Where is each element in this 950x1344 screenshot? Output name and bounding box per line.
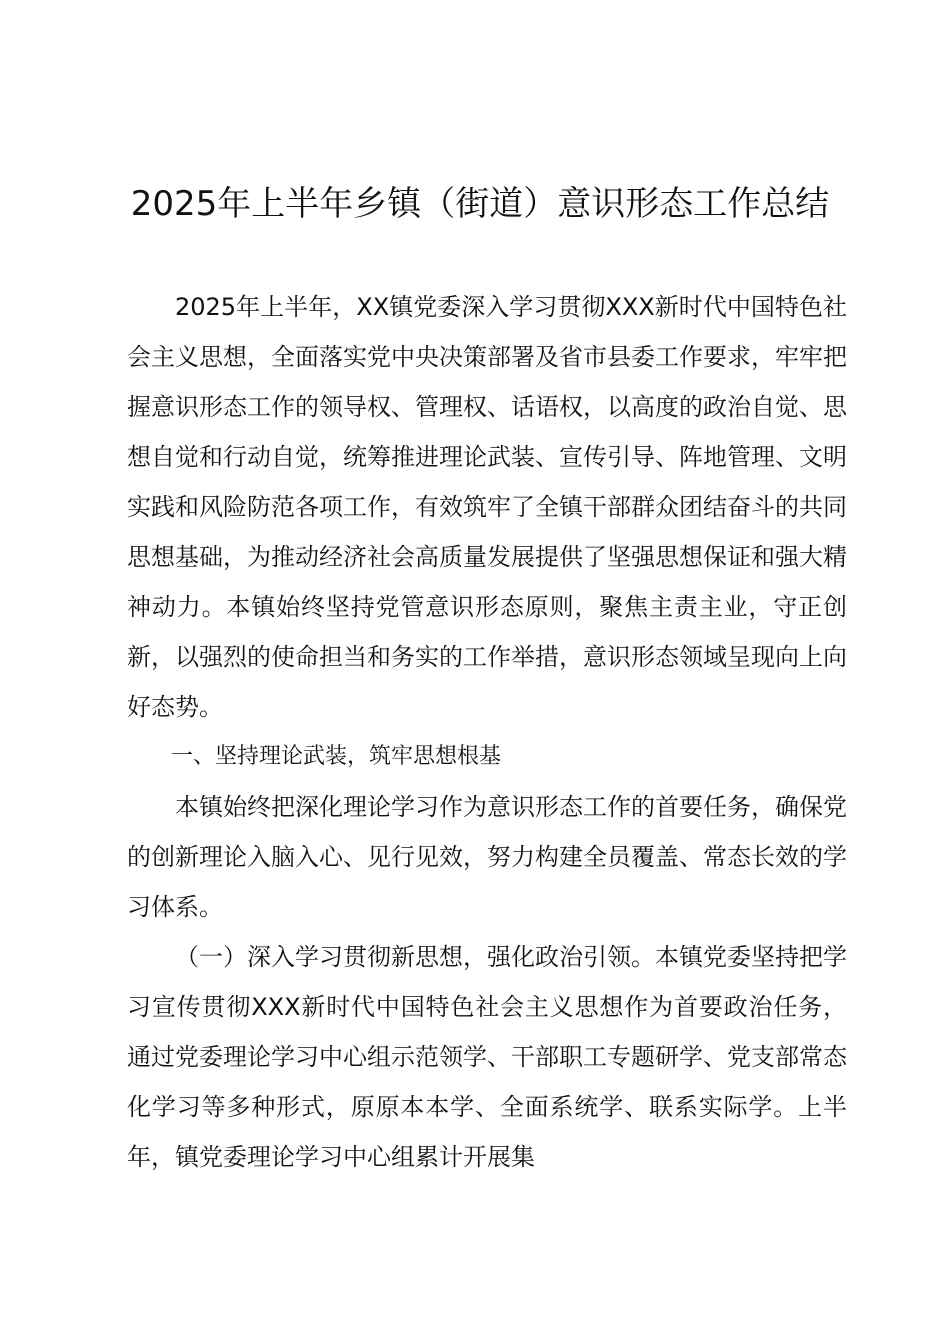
document-title: 2025年上半年乡镇（街道）意识形态工作总结	[130, 184, 830, 224]
intro-paragraph: 2025年上半年，XX镇党委深入学习贯彻XXX新时代中国特色社会主义思想，全面落实党中央决策部署及省市县委工作要求，牢牢把握意识形态工作的领导权、管理权、话语权，以高度的政治自觉、思想自觉和行动自觉，统筹推进理论武装、宣传引导、阵地管理、文明实践和风险防范各项工作，有效筑牢了全镇干部群众团结奋斗的共同思想基础，为推动经济社会高质量发展提供了坚强思想保证和强大精神动力。本镇始终坚持党管意识形态原则，聚焦主责主业，守正创新，以强烈的使命担当和务实的工作举措，意识形态领域呈现向上向好态势。	[127, 293, 847, 721]
section-1-paragraph: 本镇始终把深化理论学习作为意识形态工作的首要任务，确保党的创新理论入脑入心、见行见效，努力构建全员覆盖、常态长效的学习体系。	[127, 793, 847, 921]
section-heading-1: 一、坚持理论武装，筑牢思想根基	[171, 744, 502, 769]
subsection-1-paragraph: （一）深入学习贯彻新思想，强化政治引领。本镇党委坚持把学习宣传贯彻XXX新时代中国特色社会主义思想作为首要政治任务，通过党委理论学习中心组示范领学、干部职工专题研学、党支部常态化学习等多种形式，原原本本学、全面系统学、联系实际学。上半年，镇党委理论学习中心组累计开展集	[127, 943, 847, 1171]
document-body	[127, 282, 847, 1182]
